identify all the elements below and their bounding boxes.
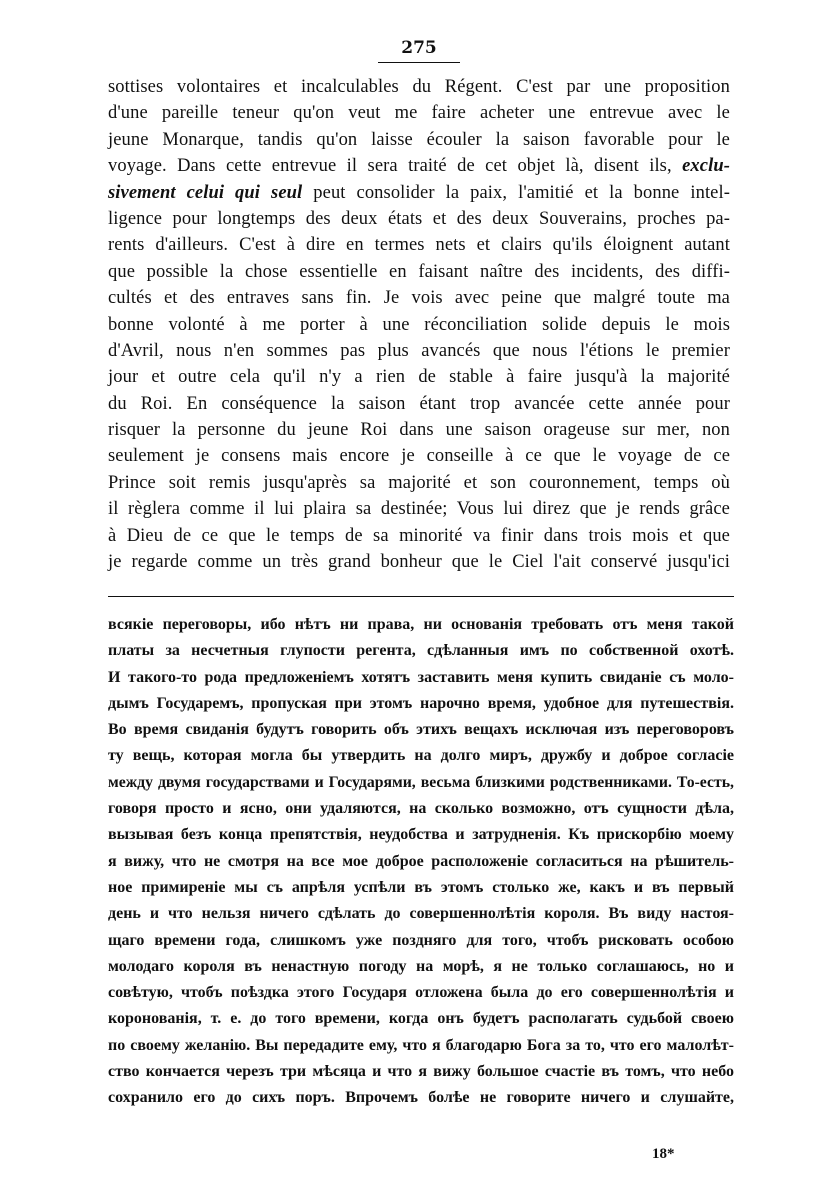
russian-text-block	[108, 612, 734, 1112]
french-line	[108, 180, 730, 206]
russian-line: коронованія, т. е. до того времени, когда онъ будетъ располагать судьбой своею	[108, 1010, 734, 1028]
french-line: d'une pareille teneur qu'on veut me faire acheter une entrevue avec le	[108, 103, 730, 124]
french-line: que possible la chose essentielle en faisant naître des incidents, des diffi-	[108, 261, 730, 282]
french-italic-text: exclu-	[682, 156, 730, 177]
french-line: sottises volontaires et incalculables du Régent. C'est par une proposition	[108, 77, 730, 97]
russian-line: дымъ Государемъ, пропуская при этомъ нарочно время, удобное для путешествія.	[108, 694, 734, 712]
russian-line: всякіе переговоры, ибо нѣтъ ни права, ни основанія требовать отъ меня такой	[108, 616, 734, 633]
russian-line: Во время свиданія будутъ говорить объ этихъ вещахъ исключая изъ переговоровъ	[108, 721, 734, 739]
russian-line: сохранило его до сихъ поръ. Впрочемъ болѣе не говорите ничего и слушайте,	[108, 1089, 734, 1107]
french-line: il règlera comme il lui plaira sa destinée; Vous lui direz que je rends grâce	[108, 499, 730, 520]
russian-line: платы за несчетныя глупости регента, сдѣланныя имъ по собственной охотѣ.	[108, 642, 734, 660]
russian-line: между двумя государствами и Государями, весьма близкими родственниками. То-есть,	[108, 773, 734, 791]
french-line: je regarde comme un très grand bonheur que le Ciel l'ait conservé jusqu'ici	[108, 552, 730, 573]
page-number: 275	[401, 38, 437, 58]
russian-line: ство кончается черезъ три мѣсяца и что я вижу большое счастіе въ томъ, что небо	[108, 1063, 734, 1081]
french-line: cultés et des entraves sans fin. Je vois avec peine que malgré toute ma	[108, 288, 730, 309]
russian-line: щаго времени года, слишкомъ уже поздняго для того, чтобъ рисковать особою	[108, 931, 734, 949]
french-line: rents d'ailleurs. C'est à dire en termes nets et clairs qu'ils éloignent autant	[108, 235, 730, 256]
russian-line: молодаго короля въ ненастную погоду на морѣ, я не только соглашаюсь, но и	[108, 957, 734, 975]
french-italic-text: sivement celui qui seul	[108, 182, 303, 203]
russian-line: день и что нельзя ничего сдѣлать до совершеннолѣтія короля. Въ виду настоя-	[108, 905, 734, 923]
french-line: jour et outre cela qu'il n'y a rien de stable à faire jusqu'à la majorité	[108, 367, 730, 388]
french-line: jeune Monarque, tandis qu'on laisse écouler la saison favorable pour le	[108, 129, 730, 150]
russian-line: вызывая безъ конца препятствія, неудобства и затрудненія. Къ прискорбію моему	[108, 826, 734, 844]
russian-line: по своему желанію. Вы передадите ему, что я благодарю Бога за то, что его малолѣт-	[108, 1036, 734, 1054]
french-line: Prince soit remis jusqu'après sa majorité et son couronnement, temps où	[108, 472, 730, 493]
russian-line: И такого-то рода предложеніемъ хотятъ заставить меня купить свиданіе съ моло-	[108, 668, 734, 686]
russian-line: ное примиреніе мы съ апрѣля успѣли въ этомъ столько же, какъ и въ первый	[108, 878, 734, 896]
french-line: ligence pour longtemps des deux états et des deux Souverains, proches pa-	[108, 208, 730, 229]
french-line-text: peut consolider la paix, l'amitié et la bonne intel-	[313, 182, 730, 203]
french-line: à Dieu de ce que le temps de sa minorité va finir dans trois mois et que	[108, 525, 730, 546]
french-line: du Roi. En conséquence la saison étant trop avancée cette année pour	[108, 393, 730, 414]
french-line	[108, 153, 730, 179]
french-line-text: voyage. Dans cette entrevue il sera traité de cet objet là, disent ils,	[108, 156, 672, 177]
french-line: d'Avril, nous n'en sommes pas plus avancés que nous l'étions le premier	[108, 340, 730, 361]
russian-line: говоря просто и ясно, они удаляются, на сколько возможно, отъ сущности дѣла,	[108, 800, 734, 818]
french-line: seulement je consens mais encore je conseille à ce que le voyage de ce	[108, 446, 730, 467]
section-divider	[108, 596, 734, 597]
russian-line: ту вещь, которая могла бы утвердить на долго миръ, дружбу и доброе согласіе	[108, 747, 734, 765]
french-line: bonne volonté à me porter à une réconciliation solide depuis le mois	[108, 314, 730, 335]
french-text-block	[108, 74, 730, 575]
french-line: risquer la personne du jeune Roi dans une saison orageuse sur mer, non	[108, 420, 730, 441]
page-number-rule	[378, 62, 460, 63]
russian-line: совѣтую, чтобъ поѣздка этого Государя отложена была до его совершеннолѣтія и	[108, 984, 734, 1002]
russian-line: я вижу, что не смотря на все мое доброе расположеніе согласиться на рѣшитель-	[108, 852, 734, 870]
signature-mark: 18*	[652, 1146, 675, 1162]
